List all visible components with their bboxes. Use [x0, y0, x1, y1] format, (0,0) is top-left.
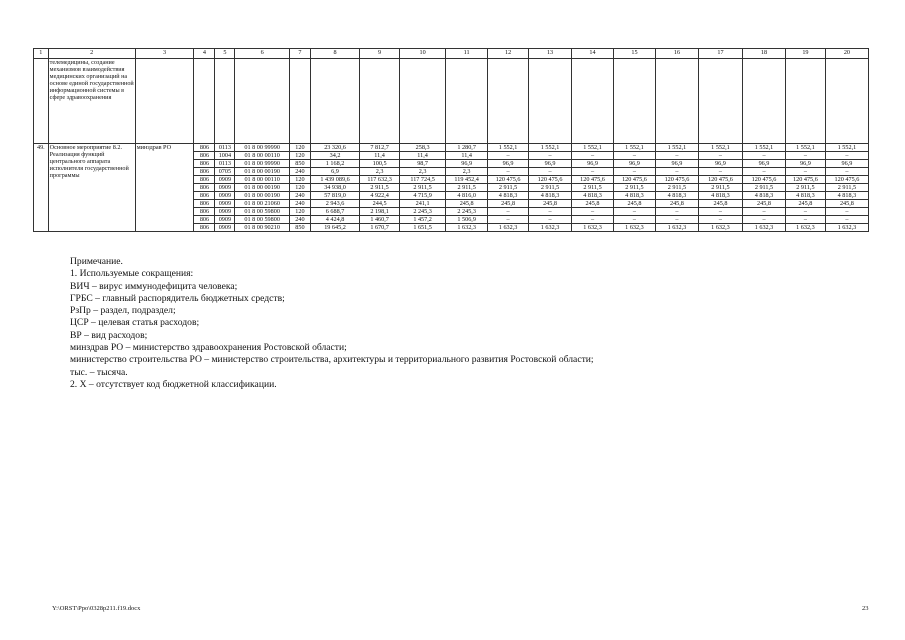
header-cell: 16 [655, 49, 698, 59]
table-cell: 245,8 [529, 200, 572, 208]
table-cell: 96,9 [785, 160, 825, 168]
table-cell: 120 [289, 176, 310, 184]
notes-block [70, 256, 594, 391]
table-cell: 240 [289, 168, 310, 176]
table-cell: 806 [194, 144, 215, 152]
table-cell: 806 [194, 152, 215, 160]
table-cell: 1 552,1 [529, 144, 572, 152]
table-cell: 96,9 [742, 160, 785, 168]
table-cell: 11,4 [400, 152, 446, 160]
table-cell [194, 59, 215, 144]
table-cell [488, 59, 529, 144]
table-cell: – [529, 216, 572, 224]
table-cell: 240 [289, 192, 310, 200]
table-cell [446, 59, 488, 144]
table-cell: 100,5 [360, 160, 400, 168]
table-cell: 23 320,6 [310, 144, 359, 152]
table-cell [135, 59, 194, 144]
table-cell: – [825, 216, 868, 224]
table-cell: 245,8 [488, 200, 529, 208]
table-cell: 4 715,9 [400, 192, 446, 200]
table-cell: 245,8 [742, 200, 785, 208]
table-cell: 2 245,3 [400, 208, 446, 216]
table-cell: – [488, 152, 529, 160]
table-cell: – [698, 168, 742, 176]
table-cell: 120 475,6 [825, 176, 868, 184]
table-cell: 1 168,2 [310, 160, 359, 168]
table-cell: 7 812,7 [360, 144, 400, 152]
table-cell: 120 475,6 [785, 176, 825, 184]
table-cell: 806 [194, 216, 215, 224]
header-cell: 6 [235, 49, 290, 59]
header-cell: 14 [572, 49, 614, 59]
note-line: тыс. – тысяча. [70, 366, 128, 378]
table-cell: 1 632,3 [488, 224, 529, 232]
file-path: Y:\ORST\Ppo\0328p211.f19.docx [52, 605, 141, 612]
table-cell: 119 452,4 [446, 176, 488, 184]
table-cell: 1004 [215, 152, 235, 160]
table-cell: 245,8 [655, 200, 698, 208]
table-cell: 1 552,1 [655, 144, 698, 152]
table-cell: 806 [194, 200, 215, 208]
table-cell: – [742, 208, 785, 216]
table-cell: 2 911,5 [572, 184, 614, 192]
table-cell: 01 8 00 59800 [235, 208, 290, 216]
table-cell: 806 [194, 168, 215, 176]
header-cell: 2 [48, 49, 135, 59]
table-cell: – [572, 208, 614, 216]
table-cell: 806 [194, 176, 215, 184]
table-cell: – [655, 152, 698, 160]
table-cell [289, 59, 310, 144]
table-cell: 2 911,5 [613, 184, 655, 192]
table-cell [742, 59, 785, 144]
header-cell: 18 [742, 49, 785, 59]
table-cell: 1 632,3 [698, 224, 742, 232]
table-cell: 6,9 [310, 168, 359, 176]
table-cell [825, 59, 868, 144]
header-cell: 13 [529, 49, 572, 59]
table-cell: 117 632,3 [360, 176, 400, 184]
table-cell: 96,9 [529, 160, 572, 168]
table-cell: 01 8 00 00110 [235, 152, 290, 160]
table-cell: 2 198,1 [360, 208, 400, 216]
table-cell: 4 818,3 [655, 192, 698, 200]
table-cell: 0909 [215, 192, 235, 200]
table-cell: 01 8 00 99990 [235, 160, 290, 168]
table-cell [655, 59, 698, 144]
table-cell: 4 922,4 [360, 192, 400, 200]
table-cell [529, 59, 572, 144]
table-cell [34, 59, 49, 144]
table-cell: – [742, 152, 785, 160]
table-cell: – [825, 208, 868, 216]
table-cell [360, 59, 400, 144]
header-cell: 8 [310, 49, 359, 59]
table-cell: 2 911,5 [360, 184, 400, 192]
row-executor: минздрав РО [135, 144, 194, 232]
row-number: 49. [34, 144, 49, 232]
header-cell: 4 [194, 49, 215, 59]
header-cell: 17 [698, 49, 742, 59]
table-cell: 1 632,3 [655, 224, 698, 232]
table-cell: 2 943,6 [310, 200, 359, 208]
header-cell: 5 [215, 49, 235, 59]
table-cell: 1 552,1 [785, 144, 825, 152]
table-cell: – [613, 152, 655, 160]
table-cell: 240 [289, 200, 310, 208]
table-cell: 1 632,3 [613, 224, 655, 232]
header-cell: 20 [825, 49, 868, 59]
table-cell: 96,9 [488, 160, 529, 168]
table-row [34, 59, 869, 144]
table-cell: 120 [289, 152, 310, 160]
table-cell: 2 911,5 [742, 184, 785, 192]
table-cell: 120 475,6 [742, 176, 785, 184]
table-cell: 245,8 [785, 200, 825, 208]
table-cell: – [613, 208, 655, 216]
table-cell: 1 552,1 [488, 144, 529, 152]
header-cell: 1 [34, 49, 49, 59]
table-cell: 245,8 [613, 200, 655, 208]
table-cell: – [572, 168, 614, 176]
table-cell: 245,8 [446, 200, 488, 208]
table-cell: – [613, 168, 655, 176]
table-cell: 0909 [215, 184, 235, 192]
table-cell: 120 475,6 [529, 176, 572, 184]
table-cell: 120 475,6 [655, 176, 698, 184]
table-cell: 01 8 00 00190 [235, 168, 290, 176]
table-cell: 4 818,3 [529, 192, 572, 200]
budget-table [33, 48, 869, 232]
table-cell: 240 [289, 216, 310, 224]
table-cell: 96,9 [655, 160, 698, 168]
table-cell: 806 [194, 208, 215, 216]
table-cell: – [742, 168, 785, 176]
table-cell: 4 818,3 [698, 192, 742, 200]
table-cell: 1 280,7 [446, 144, 488, 152]
table-cell: 1 506,9 [446, 216, 488, 224]
table-cell: 4 816,0 [446, 192, 488, 200]
table-cell: 245,8 [698, 200, 742, 208]
table-row [34, 144, 869, 152]
table-cell: 96,9 [698, 160, 742, 168]
table-cell: 245,8 [825, 200, 868, 208]
table-cell: 11,4 [360, 152, 400, 160]
table-cell: 806 [194, 160, 215, 168]
table-cell: 850 [289, 160, 310, 168]
header-cell: 12 [488, 49, 529, 59]
table-cell: 120 [289, 208, 310, 216]
table-cell: 1 552,1 [613, 144, 655, 152]
table-cell: – [785, 152, 825, 160]
table-cell [572, 59, 614, 144]
table-cell: 4 424,8 [310, 216, 359, 224]
table-cell: телемедицины, создание механизмов взаимодействия медицинских организаций на основе единой государственной информационной системы в сфере здравоохранения [48, 59, 135, 144]
table-cell: – [529, 168, 572, 176]
header-cell: 15 [613, 49, 655, 59]
table-cell: 244,5 [360, 200, 400, 208]
table-cell: 2 911,5 [698, 184, 742, 192]
table-cell: – [742, 216, 785, 224]
table-cell: 1 632,3 [785, 224, 825, 232]
note-line: 1. Используемые сокращения: [70, 268, 194, 280]
table-cell: 806 [194, 184, 215, 192]
table-cell: 245,8 [572, 200, 614, 208]
table-cell: 120 475,6 [488, 176, 529, 184]
table-cell: – [825, 168, 868, 176]
table-cell: 1 552,1 [698, 144, 742, 152]
table-cell: 806 [194, 224, 215, 232]
table-cell: 1 457,2 [400, 216, 446, 224]
table-cell: 2,3 [360, 168, 400, 176]
table-cell: – [655, 168, 698, 176]
table-cell: – [572, 152, 614, 160]
table-cell [215, 59, 235, 144]
table-cell [785, 59, 825, 144]
table-cell [310, 59, 359, 144]
note-line: Примечание. [70, 256, 123, 267]
table-cell: 120 [289, 144, 310, 152]
table-cell: 1 632,3 [742, 224, 785, 232]
header-cell: 3 [135, 49, 194, 59]
table-cell: – [613, 216, 655, 224]
table-cell: – [488, 208, 529, 216]
table-cell: – [488, 168, 529, 176]
table-cell: – [698, 152, 742, 160]
table-cell: 2 911,5 [825, 184, 868, 192]
note-line: 2. Х – отсутствует код бюджетной классификации. [70, 378, 277, 390]
table-cell: 0909 [215, 200, 235, 208]
table-cell: 2 245,3 [446, 208, 488, 216]
table-cell: – [698, 208, 742, 216]
table-cell: 2 911,5 [655, 184, 698, 192]
page-number: 23 [862, 605, 869, 612]
table-cell [698, 59, 742, 144]
table-cell: 0705 [215, 168, 235, 176]
table-cell: 11,4 [446, 152, 488, 160]
header-cell: 7 [289, 49, 310, 59]
table-cell [235, 59, 290, 144]
table-cell: 01 8 00 59800 [235, 216, 290, 224]
table-cell: 241,1 [400, 200, 446, 208]
table-cell: 01 8 00 00190 [235, 184, 290, 192]
note-line: ВР – вид расходов; [70, 329, 148, 341]
table-cell: – [488, 216, 529, 224]
table-cell: 96,9 [572, 160, 614, 168]
table-cell: 120 475,6 [698, 176, 742, 184]
table-cell: – [572, 216, 614, 224]
table-cell: 4 818,3 [488, 192, 529, 200]
table-cell: 806 [194, 192, 215, 200]
note-line: РзПр – раздел, подраздел; [70, 305, 176, 317]
table-cell [400, 59, 446, 144]
table-cell: – [655, 216, 698, 224]
header-cell: 19 [785, 49, 825, 59]
table-cell: 1 632,3 [825, 224, 868, 232]
table-cell: 1 651,5 [400, 224, 446, 232]
table-cell: 19 645,2 [310, 224, 359, 232]
table-cell: 4 818,3 [785, 192, 825, 200]
table-cell: 1 632,3 [572, 224, 614, 232]
table-cell: 258,3 [400, 144, 446, 152]
table-cell: 34,2 [310, 152, 359, 160]
table-cell: 0113 [215, 160, 235, 168]
table-cell: 96,9 [613, 160, 655, 168]
table-cell: 120 475,6 [572, 176, 614, 184]
table-cell: 2,3 [446, 168, 488, 176]
table-cell: 0909 [215, 224, 235, 232]
table-cell: 2,3 [400, 168, 446, 176]
table-cell: 0909 [215, 176, 235, 184]
table-cell: – [698, 216, 742, 224]
table-cell: 01 8 00 00110 [235, 176, 290, 184]
table-cell: – [785, 216, 825, 224]
table-cell: 34 938,0 [310, 184, 359, 192]
table-cell: 1 670,7 [360, 224, 400, 232]
header-cell: 10 [400, 49, 446, 59]
note-line: министерство строительства РО – министерство строительства, архитектуры и территориального развития Ростовской области; [70, 354, 594, 366]
table-cell: – [785, 168, 825, 176]
table-cell: 01 8 00 90210 [235, 224, 290, 232]
header-row [34, 49, 869, 59]
table-cell: 1 552,1 [742, 144, 785, 152]
table-cell: 4 818,3 [825, 192, 868, 200]
table-cell: 2 911,5 [488, 184, 529, 192]
table-cell: 1 552,1 [825, 144, 868, 152]
note-line: ВИЧ – вирус иммунодефицита человека; [70, 280, 238, 292]
table-cell: 57 819,0 [310, 192, 359, 200]
table-cell: 4 818,3 [613, 192, 655, 200]
table-cell: 4 818,3 [742, 192, 785, 200]
note-line: минздрав РО – министерство здравоохранения Ростовской области; [70, 342, 347, 354]
table-cell: 0909 [215, 208, 235, 216]
table-cell: – [529, 152, 572, 160]
table-cell: 98,7 [400, 160, 446, 168]
table-cell: 1 632,3 [529, 224, 572, 232]
table-cell [613, 59, 655, 144]
table-cell: – [655, 208, 698, 216]
table-cell: 1 439 089,6 [310, 176, 359, 184]
note-line: ЦСР – целевая статья расходов; [70, 317, 200, 329]
table-cell: 0113 [215, 144, 235, 152]
table-cell: 96,9 [446, 160, 488, 168]
table-cell: – [785, 208, 825, 216]
table-cell: 1 552,1 [572, 144, 614, 152]
header-cell: 11 [446, 49, 488, 59]
table-cell: 1 460,7 [360, 216, 400, 224]
table-cell: 4 818,3 [572, 192, 614, 200]
table-cell: 01 8 00 00190 [235, 192, 290, 200]
table-cell: 2 911,5 [785, 184, 825, 192]
table-cell: 117 724,5 [400, 176, 446, 184]
table-cell: – [529, 208, 572, 216]
note-line: ГРБС – главный распорядитель бюджетных средств; [70, 292, 285, 304]
table-cell: 96,9 [825, 160, 868, 168]
table-cell: 2 911,5 [446, 184, 488, 192]
table-cell: 2 911,5 [400, 184, 446, 192]
table-cell: 01 8 00 99990 [235, 144, 290, 152]
table-cell: 1 632,3 [446, 224, 488, 232]
table-cell: 0909 [215, 216, 235, 224]
table-cell: – [825, 152, 868, 160]
table-cell: 850 [289, 224, 310, 232]
row-name: Основное мероприятие 8.2. Реализация функций центрального аппарата исполнителя государственной программы [48, 144, 135, 232]
header-cell: 9 [360, 49, 400, 59]
table-cell: 6 688,7 [310, 208, 359, 216]
table-cell: 120 475,6 [613, 176, 655, 184]
table-cell: 01 8 00 21060 [235, 200, 290, 208]
table-cell: 2 911,5 [529, 184, 572, 192]
table-cell: 120 [289, 184, 310, 192]
